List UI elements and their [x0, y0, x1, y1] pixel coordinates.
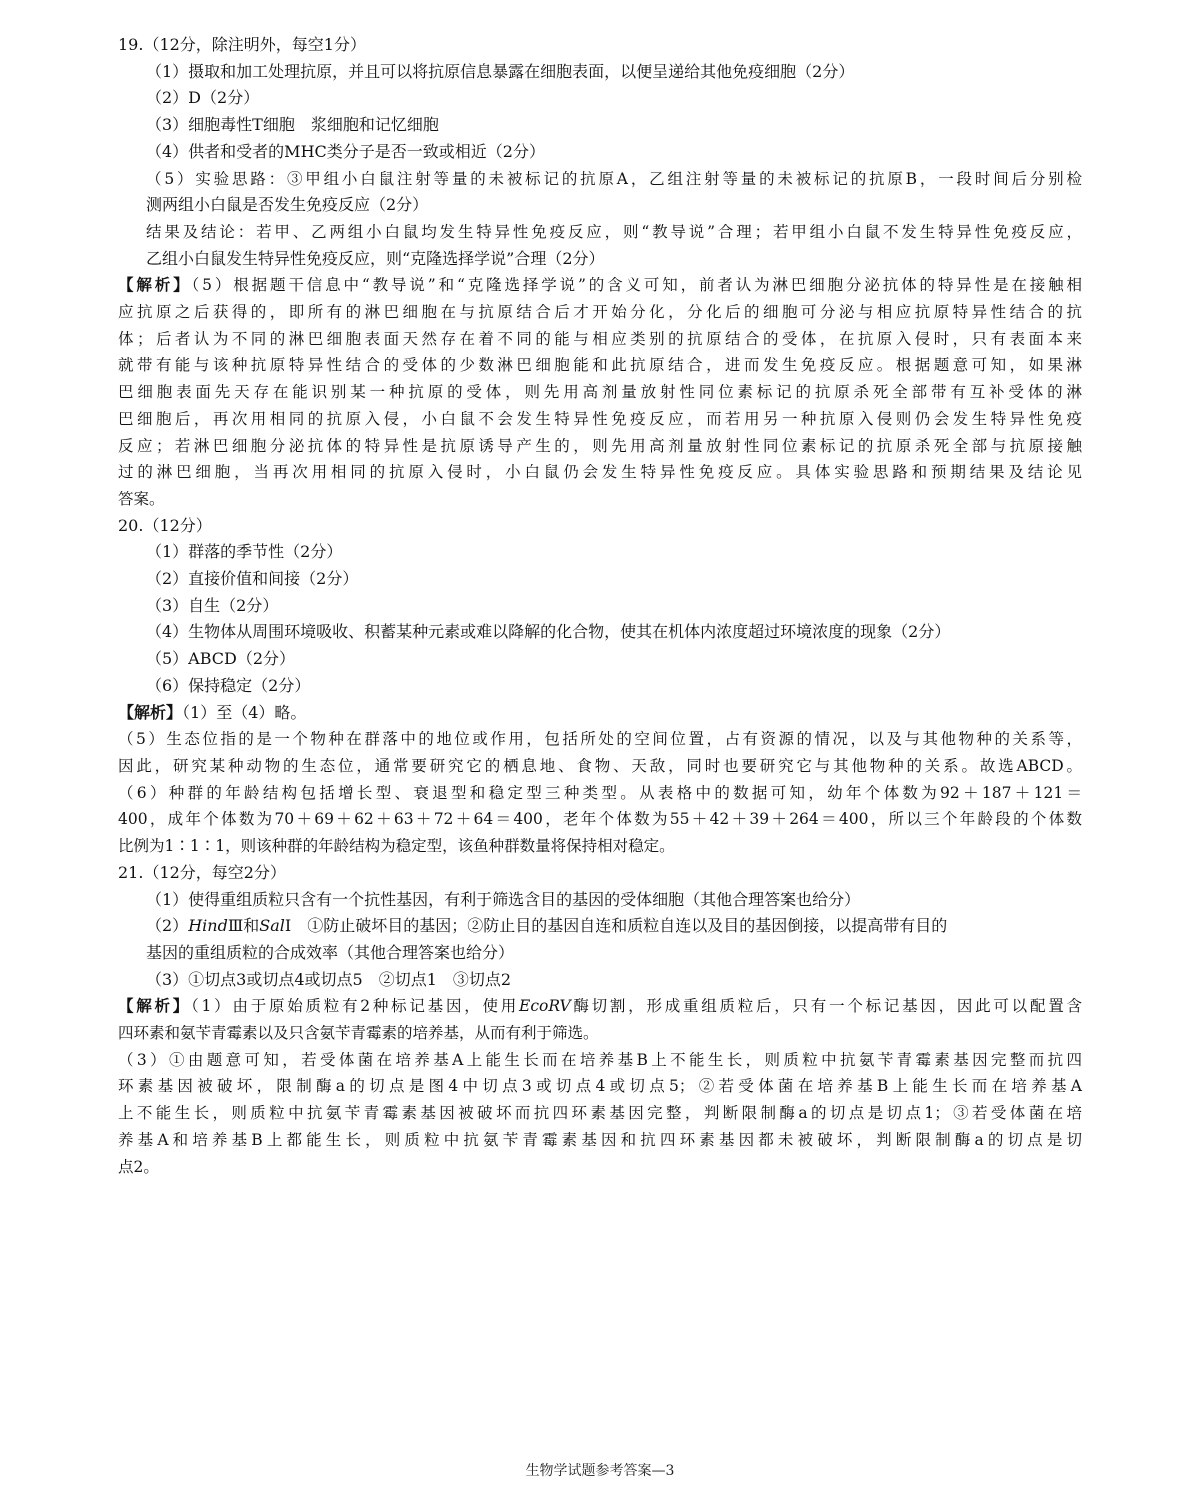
q19-answer-5-line4: 乙组小白鼠发生特异性免疫反应，则“克隆选择学说”合理（2分） — [146, 248, 605, 268]
q21-explanation-line1-post: 酶切割，形成重组质粒后，只有一个标记基因，因此可以配置含 — [570, 997, 1082, 1016]
q21-answer-2-prefix: （2） — [146, 916, 189, 936]
question-19 — [118, 32, 1082, 513]
explanation-label: 【解析】 — [118, 275, 192, 295]
q19-explanation-line2: 应抗原之后获得的，即所有的淋巴细胞在与抗原结合后才开始分化，分化后的细胞可分泌与相应抗原特异性结合的抗 — [118, 303, 1082, 322]
q19-explanation-line6: 巴细胞后，再次用相同的抗原入侵，小白鼠不会发生特异性免疫反应，而若用另一种抗原入侵则仍会发生特异性免疫 — [118, 409, 1082, 428]
q19-explanation — [118, 272, 1082, 299]
answer-page — [118, 32, 1082, 1180]
q21-explanation-line4: 环素基因被破坏，限制酶a的切点是图4中切点3或切点4或切点5；②若受体菌在培养基B上能生长而在培养基A — [118, 1077, 1082, 1096]
q21-explanation-line6: 养基A和培养基B上都能生长，则质粒中抗氨苄青霉素基因和抗四环素基因都未被破坏，判断限制酶a的切点是切 — [118, 1130, 1082, 1149]
q20-answer-6: （6）保持稳定（2分） — [146, 675, 311, 695]
q20-explanation — [118, 700, 1082, 727]
q20-explanation-line5: 比例为1∶1∶1，则该种群的年龄结构为稳定型，该鱼种群数量将保持相对稳定。 — [118, 837, 675, 856]
q19-explanation-line4: 就带有能与该种抗原特异性结合的受体的少数淋巴细胞能和此抗原结合，进而发生免疫反应。根据题意可知，如果淋 — [118, 356, 1082, 375]
q21-explanation-line3: （3）①由题意可知，若受体菌在培养基A上能生长而在培养基B上不能生长，则质粒中抗氨苄青霉素基因完整而抗四 — [118, 1050, 1082, 1069]
q21-answer-2-line2: 基因的重组质粒的合成效率（其他合理答案也给分） — [146, 942, 515, 962]
q19-explanation-line9: 答案。 — [118, 489, 165, 508]
q21-answer-3: （3）①切点3或切点4或切点5 ②切点1 ③切点2 — [146, 969, 512, 989]
q21-explanation — [118, 993, 1082, 1020]
q19-explanation-line7: 反应；若淋巴细胞分泌抗体的特异性是抗原诱导产生的，则先用高剂量放射性同位素标记的抗原杀死全部与抗原接触 — [118, 436, 1082, 455]
q20-answer-1: （1）群落的季节性（2分） — [146, 542, 343, 562]
q19-answer-2: （2）D（2分） — [146, 88, 260, 108]
q21-answer-2-line1 — [118, 913, 1082, 940]
enzyme-ecorv: EcoRV — [519, 997, 571, 1016]
question-20 — [118, 513, 1082, 860]
q21-explanation-line2: 四环素和氨苄青霉素以及只含氨苄青霉素的培养基，从而有利于筛选。 — [118, 1024, 599, 1043]
q20-explanation-line0: （1）至（4）略。 — [182, 702, 307, 722]
q20-explanation-line4: 400，成年个体数为70＋69＋62＋63＋72＋64＝400，老年个体数为55＋42＋39＋264＝400，所以三个年龄段的个体数 — [118, 810, 1082, 829]
q19-explanation-line3: 体；后者认为不同的淋巴细胞表面天然存在着不同的能与相应类别的抗原结合的受体，在抗原入侵时，只有表面本来 — [118, 329, 1082, 348]
enzyme-sal-roman: Ⅰ — [284, 916, 292, 936]
q21-answer-2-rest: ①防止破坏目的基因；②防止目的基因自连和质粒自连以及目的基因倒接，以提高带有目的 — [291, 916, 948, 936]
q20-answer-2: （2）直接价值和间接（2分） — [146, 569, 359, 589]
q19-answer-3: （3）细胞毒性T细胞 浆细胞和记忆细胞 — [146, 115, 439, 135]
q19-answer-1: （1）摄取和加工处理抗原，并且可以将抗原信息暴露在细胞表面，以便呈递给其他免疫细胞（2分） — [146, 61, 855, 81]
enzyme-sal: Sal — [259, 916, 285, 936]
explanation-label: 【解析】 — [118, 996, 192, 1016]
q19-header: 19.（12分，除注明外，每空1分） — [118, 35, 366, 54]
q20-answer-3: （3）自生（2分） — [146, 595, 279, 615]
question-21 — [118, 860, 1082, 1180]
q19-explanation-line8: 过的淋巴细胞，当再次用相同的抗原入侵时，小白鼠仍会发生特异性免疫反应。具体实验思路和预期结果及结论见 — [118, 463, 1082, 482]
q19-answer-5-line2: 测两组小白鼠是否发生免疫反应（2分） — [146, 195, 429, 215]
q19-answer-5-line3: 结果及结论：若甲、乙两组小白鼠均发生特异性免疫反应，则“教导说”合理；若甲组小白鼠不发生特异性免疫反应， — [146, 222, 1082, 241]
q20-explanation-line1: （5）生态位指的是一个物种在群落中的地位或作用，包括所处的空间位置，占有资源的情况，以及与其他物种的关系等， — [118, 730, 1082, 749]
q20-answer-4: （4）生物体从周围环境吸收、积蓄某种元素或难以降解的化合物，使其在机体内浓度超过环境浓度的现象（2分） — [146, 622, 951, 642]
q19-answer-4: （4）供者和受者的MHC类分子是否一致或相近（2分） — [146, 141, 545, 161]
q19-explanation-line5: 巴细胞表面先天存在能识别某一种抗原的受体，则先用高剂量放射性同位素标记的抗原杀死全部带有互补受体的淋 — [118, 383, 1082, 402]
q21-header: 21.（12分，每空2分） — [118, 862, 286, 882]
q20-answer-5: （5）ABCD（2分） — [146, 649, 296, 669]
q19-explanation-line1: （5）根据题干信息中“教导说”和“克隆选择学说”的含义可知，前者认为淋巴细胞分泌抗体的特异性是在接触相 — [191, 276, 1082, 295]
q21-answer-2-and: 和 — [243, 916, 260, 936]
q20-explanation-line2: 因此，研究某种动物的生态位，通常要研究它的栖息地、食物、天敌，同时也要研究它与其他物种的关系。故选ABCD。 — [118, 756, 1082, 775]
q20-explanation-line3: （6）种群的年龄结构包括增长型、衰退型和稳定型三种类型。从表格中的数据可知，幼年个体数为92＋187＋121＝ — [118, 783, 1082, 802]
q20-header: 20.（12分） — [118, 515, 212, 535]
q19-answer-5-line1: （5）实验思路：③甲组小白鼠注射等量的未被标记的抗原A，乙组注射等量的未被标记的抗原B，一段时间后分别检 — [146, 169, 1082, 188]
enzyme-hind-roman: Ⅲ — [227, 916, 244, 936]
q21-explanation-line5: 上不能生长，则质粒中抗氨苄青霉素基因被破坏而抗四环素基因完整，判断限制酶a的切点是切点1；③若受体菌在培 — [118, 1104, 1082, 1123]
q21-explanation-line1-pre: （1）由于原始质粒有2种标记基因，使用 — [191, 997, 519, 1016]
explanation-label: 【解析】 — [118, 702, 183, 722]
enzyme-hind: Hind — [188, 916, 228, 936]
page-footer: 生物学试题参考答案—3 — [525, 1463, 675, 1479]
q21-answer-1: （1）使得重组质粒只含有一个抗性基因，有利于筛选含目的基因的受体细胞（其他合理答案也给分） — [146, 889, 861, 909]
q21-explanation-line7: 点2。 — [118, 1157, 159, 1176]
